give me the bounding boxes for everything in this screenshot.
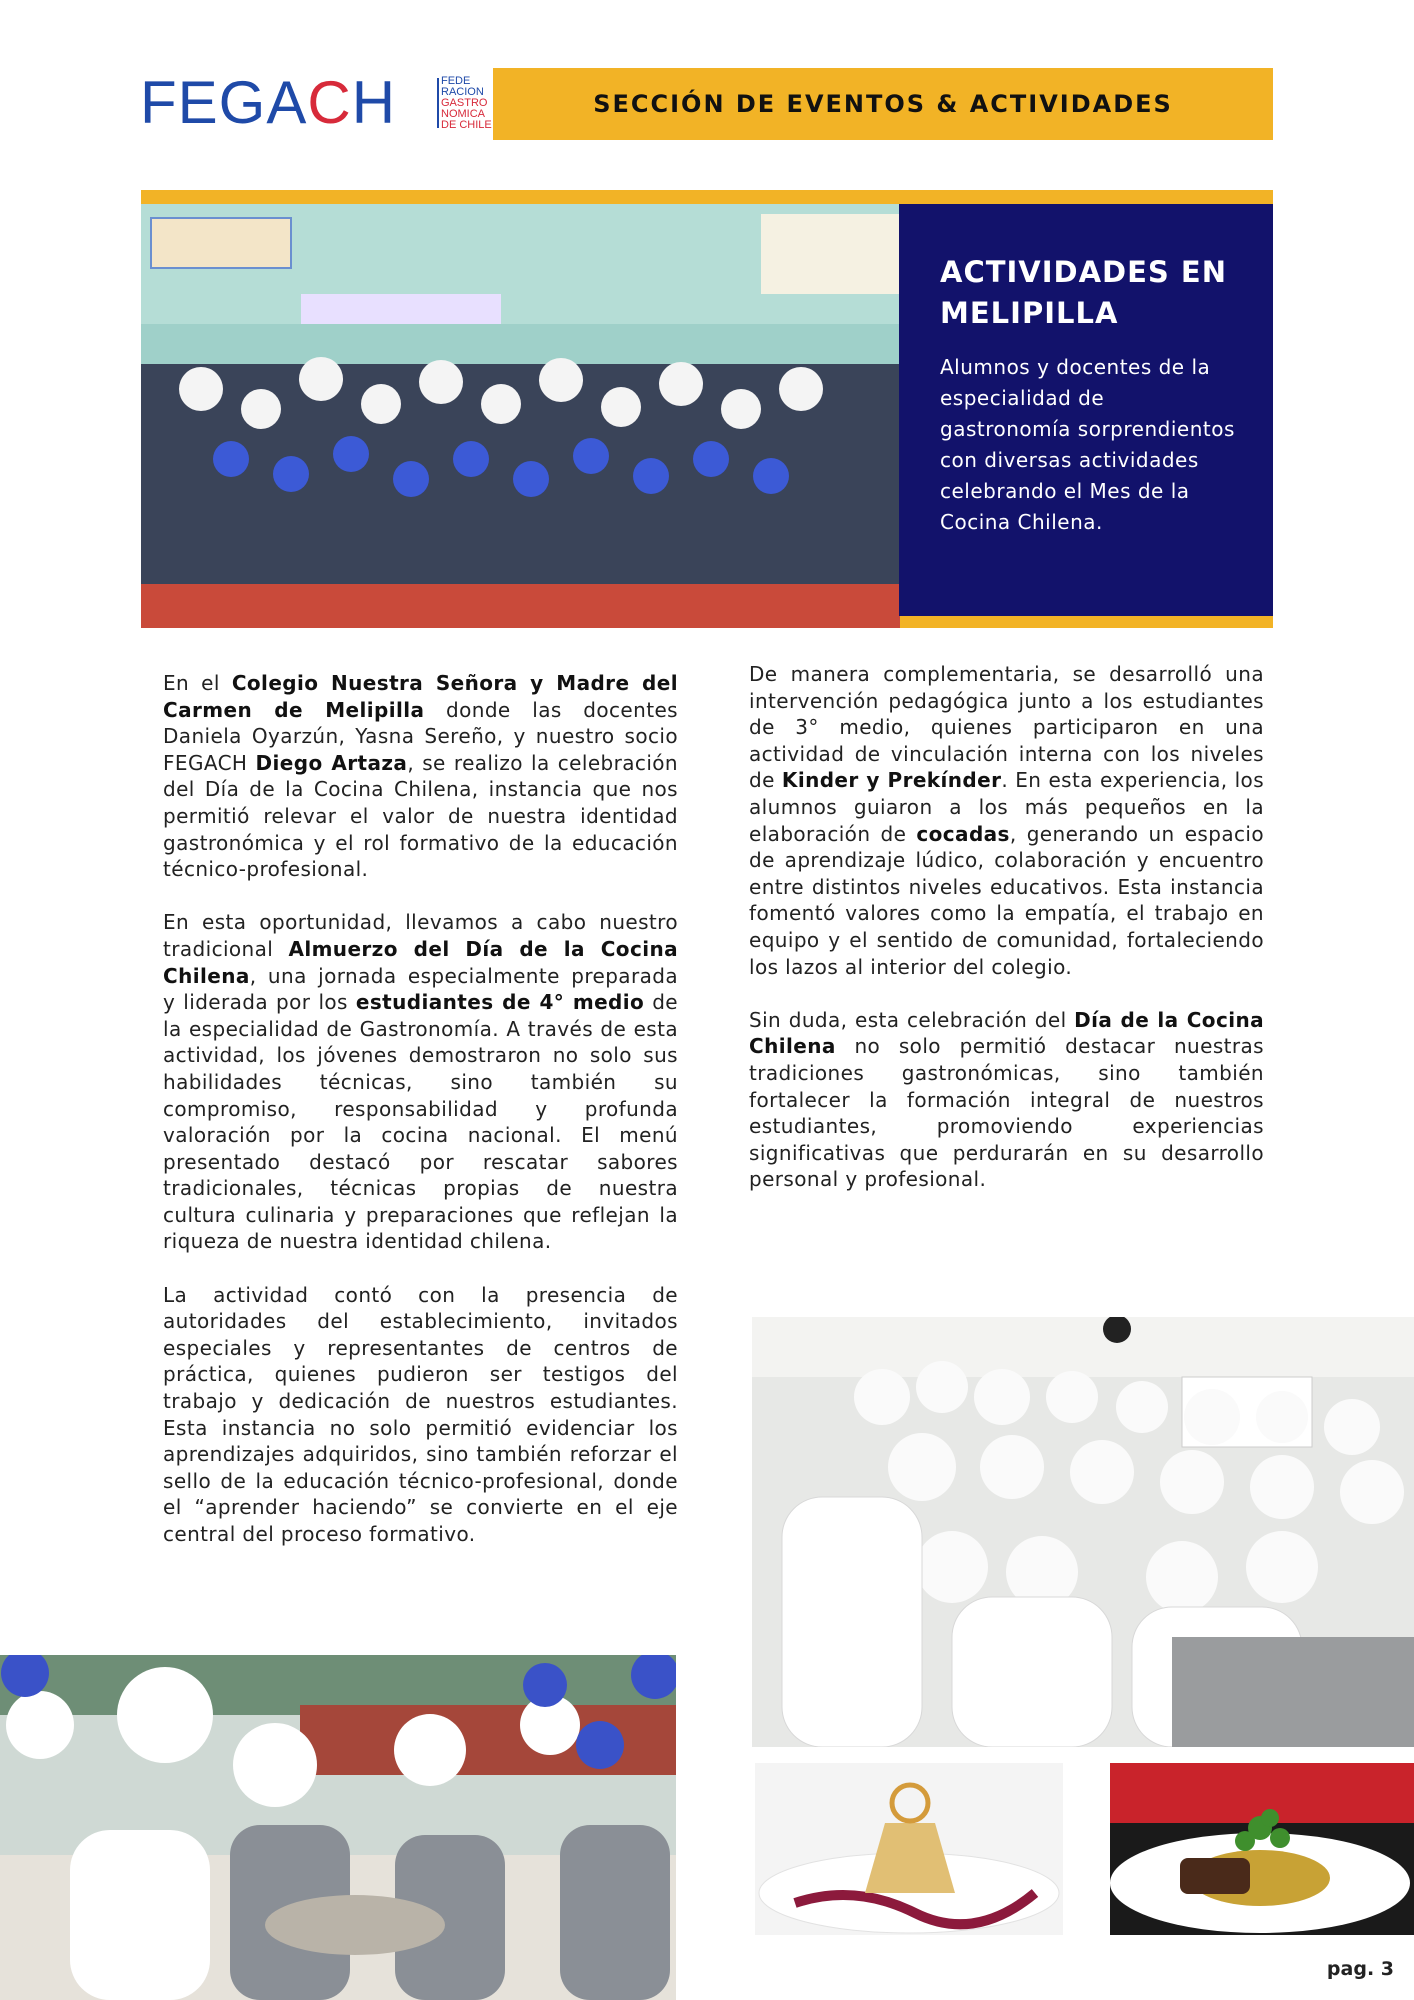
hero-description: Alumnos y docentes de la especialidad de gastronomía sorprendientos con diversas actividades celebrando el Mes de la Cocina Chilena. bbox=[940, 355, 1235, 534]
bold-text: cocadas bbox=[916, 821, 1010, 846]
photo-students-group bbox=[752, 1317, 1414, 1747]
article-column-right bbox=[749, 661, 1264, 1219]
hero-photo-illustration bbox=[141, 204, 901, 628]
logo-subtitle bbox=[441, 76, 501, 131]
paragraph: La actividad contó con la presencia de autoridades del establecimiento, invitados especiales y representantes de centros de práctica, quienes pudieron ser testigos del trabajo y dedicación de nuestros estudiantes. Esta instancia no solo permitió evidenciar los aprendizajes adquiridos, sino también reforzar el sello de la educación técnico-profesional, donde el “aprender haciendo” se convierte en el eje central del proceso formativo. bbox=[163, 1282, 678, 1546]
section-banner bbox=[493, 68, 1273, 140]
article-column-left bbox=[163, 670, 678, 1574]
bold-text: Colegio Nuestra Señora y Madre del Carmen de Melipilla bbox=[163, 671, 678, 722]
bold-text: Kinder y Prekínder bbox=[781, 768, 1002, 793]
logo-sub-line: GASTRO bbox=[441, 97, 488, 109]
logo-sub-line: DE CHILE bbox=[441, 119, 492, 131]
photo-illustration bbox=[1110, 1763, 1414, 1935]
logo-wordmark bbox=[140, 69, 397, 136]
bold-text: Diego Artaza bbox=[255, 750, 408, 775]
paragraph: Sin duda, esta celebración del Día de la Cocina Chilena no solo permitió destacar nuestras tradiciones gastronómicas, sino también fortalecer la formación integral de nuestros estudiantes, promoviendo experiencias significativas que perdurarán en su desarrollo personal y profesional. bbox=[749, 1007, 1264, 1192]
photo-dessert-plate bbox=[755, 1763, 1063, 1935]
fegach-logo bbox=[140, 69, 492, 136]
page-number: pag. 3 bbox=[1326, 1958, 1394, 1980]
hero-title: ACTIVIDADES EN MELIPILLA bbox=[940, 255, 1227, 330]
photo-illustration bbox=[755, 1763, 1063, 1935]
hero-accent-top bbox=[141, 190, 1273, 204]
logo-sub-line: NOMICA bbox=[441, 108, 485, 120]
photo-illustration bbox=[752, 1317, 1414, 1747]
bold-text: Día de la Cocina Chilena bbox=[749, 1007, 1264, 1059]
section-title: SECCIÓN DE EVENTOS & ACTIVIDADES bbox=[593, 90, 1173, 118]
paragraph: De manera complementaria, se desarrolló una intervención pedagógica junto a los estudiantes de 3° medio, quienes participaron en una actividad de vinculación interna con los niveles de Kinder y Prekínder. En esta experiencia, los alumnos guiaron a los más pequeños en la elaboración de cocadas, generando un espacio de aprendizaje lúdico, colaboración y encuentro entre distintos niveles educativos. Esta instancia fomentó valores como la empatía, el trabajo en equipo y el sentido de comunidad, fortaleciendo los lazos al interior del colegio. bbox=[749, 662, 1265, 979]
logo-word-part: H bbox=[351, 69, 397, 136]
logo-sub-line: RACION bbox=[441, 86, 484, 98]
logo-sub-line: FEDE bbox=[441, 75, 471, 87]
paragraph: En esta oportunidad, llevamos a cabo nuestro tradicional Almuerzo del Día de la Cocina Chilena, una jornada especialmente preparada y liderada por los estudiantes de 4° medio de la especialidad de Gastronomía. A través de esta actividad, los jóvenes demostraron no solo sus habilidades técnicas, sino también su compromiso, responsabilidad y profunda valoración por la cocina nacional. El menú presentado destacó por rescatar sabores tradicionales, técnicas propias de nuestra cultura culinaria y preparaciones que reflejan la riqueza de nuestra identidad chilena. bbox=[163, 910, 678, 1254]
logo-word-part: C bbox=[307, 69, 352, 136]
hero-accent-bottom bbox=[900, 616, 1273, 628]
hero-photo-group-kids bbox=[141, 204, 901, 628]
bold-text: estudiantes de 4° medio bbox=[355, 990, 645, 1015]
photo-illustration bbox=[0, 1655, 676, 2000]
bold-text: Almuerzo del Día de la Cocina Chilena bbox=[163, 936, 678, 988]
photo-meat-dish bbox=[1110, 1763, 1414, 1935]
photo-kids-cooking bbox=[0, 1655, 676, 2000]
paragraph: En el Colegio Nuestra Señora y Madre del Carmen de Melipilla donde las docentes Daniela Oyarzún, Yasna Sereño, y nuestro socio FEGACH Diego Artaza, se realizo la celebración del Día de la Cocina Chilena, instancia que nos permitió relevar el valor de nuestra identidad gastronómica y el rol formativo de la educación técnico-profesional. bbox=[163, 671, 678, 882]
logo-divider bbox=[437, 78, 439, 128]
logo-word-part: FEGA bbox=[140, 69, 308, 136]
